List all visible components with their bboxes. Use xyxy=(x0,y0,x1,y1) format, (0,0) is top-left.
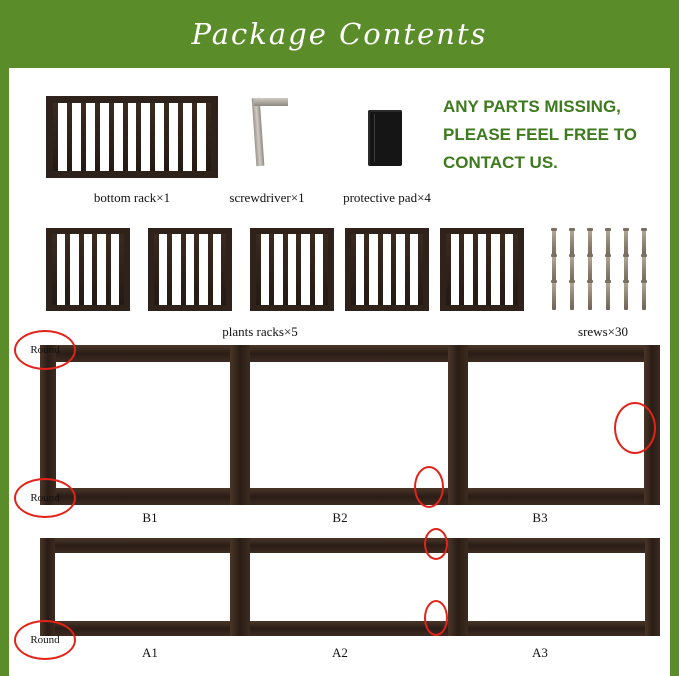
page-title: Package Contents xyxy=(191,17,488,51)
frame-row-a xyxy=(40,538,660,636)
plant-rack-slats xyxy=(52,234,124,305)
round-marker-label: Round xyxy=(30,344,60,356)
frame-label-a1: A1 xyxy=(142,645,158,660)
frame-b-top-rail xyxy=(40,345,660,362)
bottom-rack-slats xyxy=(53,103,211,171)
frame-label-a2: A2 xyxy=(332,645,348,660)
plant-rack-slats xyxy=(154,234,226,305)
screwdriver-image xyxy=(232,96,292,178)
round-marker-mid-left xyxy=(14,478,76,518)
notice-line-2: PLEASE FEEL FREE TO xyxy=(443,125,637,144)
caption-bottom-rack: bottom rack×1 xyxy=(93,190,171,205)
frame-label-b3: B3 xyxy=(532,510,548,525)
plant-rack-2 xyxy=(148,228,232,311)
frame-a-post-mid2 xyxy=(448,538,468,636)
round-marker-top-left xyxy=(14,330,76,370)
frame-row-b xyxy=(40,345,660,505)
frame-label-b2: B2 xyxy=(332,510,348,525)
joint-marker-b-right xyxy=(614,402,656,454)
pad-edge-line xyxy=(374,114,375,162)
plant-rack-3 xyxy=(250,228,334,311)
screwdriver-shaft xyxy=(252,98,265,166)
round-marker-label: Round xyxy=(30,634,60,646)
frame-label-a3: A3 xyxy=(532,645,548,660)
joint-marker-b-mid xyxy=(414,466,444,508)
caption-plants-racks: plants racks×5 xyxy=(222,324,298,339)
frame-b-post-mid2 xyxy=(448,345,468,505)
caption-protective-pad: protective pad×4 xyxy=(343,190,431,205)
frame-label-b1: B1 xyxy=(142,510,158,525)
plant-rack-slats xyxy=(256,234,328,305)
plant-rack-4 xyxy=(345,228,429,311)
plant-rack-slats xyxy=(351,234,423,305)
plant-rack-slats xyxy=(446,234,518,305)
screws-image xyxy=(548,228,658,312)
screwdriver-handle xyxy=(254,98,288,106)
joint-marker-a-bottom xyxy=(424,600,448,636)
protective-pad-image xyxy=(368,110,402,166)
frame-a-post-mid1 xyxy=(230,538,250,636)
notice-line-1: ANY PARTS MISSING, xyxy=(443,97,621,116)
left-green-edge xyxy=(0,0,9,676)
bottom-rack-image xyxy=(46,96,218,178)
caption-screws: srews×30 xyxy=(578,324,628,339)
joint-marker-a-top xyxy=(424,528,448,560)
notice-line-3: CONTACT US. xyxy=(443,153,558,172)
round-marker-bottom-left xyxy=(14,620,76,660)
frame-b-bottom-rail xyxy=(40,488,660,505)
frame-b-post-mid1 xyxy=(230,345,250,505)
round-marker-label: Round xyxy=(30,492,60,504)
plant-rack-1 xyxy=(46,228,130,311)
frame-a-post-right xyxy=(645,538,660,636)
missing-parts-notice xyxy=(443,93,673,177)
plant-rack-5 xyxy=(440,228,524,311)
frame-a-top-rail xyxy=(40,538,660,553)
header-bar xyxy=(0,0,679,68)
frame-a-bottom-rail xyxy=(40,621,660,636)
caption-screwdriver: screwdriver×1 xyxy=(229,190,305,205)
